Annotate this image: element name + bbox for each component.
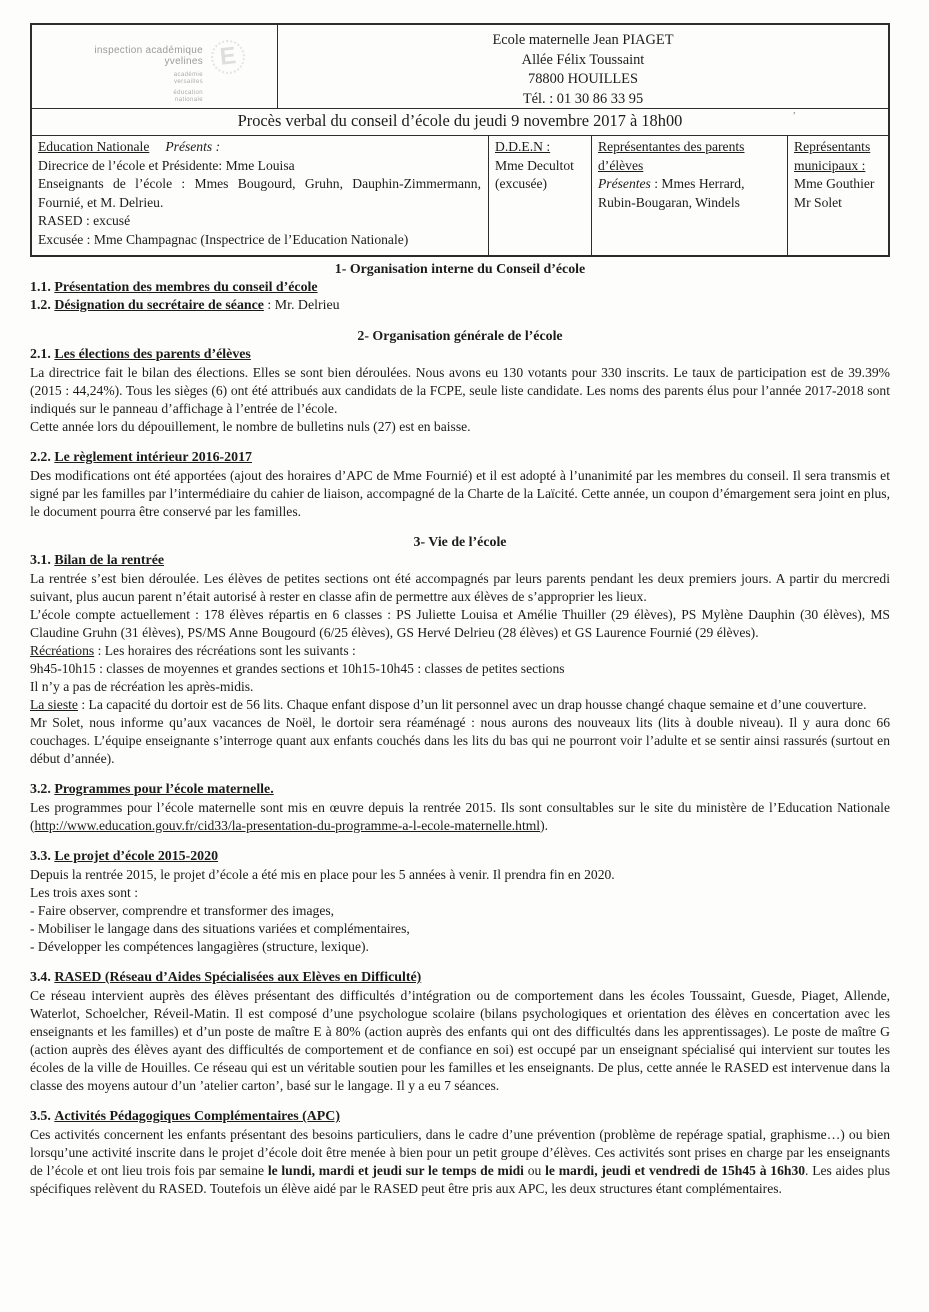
header-table [30, 23, 890, 109]
academy-logo-sub1 [94, 72, 203, 85]
municipaux-member-2: Mr Solet [794, 194, 842, 210]
attendee-directrice: Direcrice de l’école et Présidente: Mme Louisa [38, 157, 295, 173]
attendees-col-municipaux [788, 136, 888, 255]
dden-member: Mme Decultot (excusée) [495, 157, 574, 191]
section-2-title: 2- Organisation générale de l’école [357, 329, 563, 344]
education-nationale-label: Education Nationale [38, 139, 150, 154]
trois-axes-intro: Les trois axes sont : [30, 885, 138, 900]
school-name: Ecole maternelle Jean PIAGET [492, 32, 674, 48]
academy-sub-education: éducation [173, 90, 203, 96]
attendee-enseignants: Enseignants de l’école : Mmes Bougourd, Gruhn, Dauphin-Zimmermann, Fournié, et M. Delrieu. [38, 176, 481, 210]
programme-link[interactable]: http://www.education.gouv.fr/cid33/la-presentation-du-programme-a-l-ecole-maternelle.html [34, 818, 541, 833]
minutes-content [30, 261, 890, 1198]
elections-paragraph: La directrice fait le bilan des élections. Elles se sont bien déroulées. Nous avons eu 130 votants pour 330 inscrits. Le taux de participation est de 39.39% (2015 : 44,24%). Tous les sièges (6) ont été attribués aux candidats de la FCPE, seule liste candidate. Les noms des parents élus pour l’année 2017-2018 sont indiqués sur le panneau d’affichage à l’entrée de l’école. [30, 365, 890, 416]
attendees-col-dden [489, 136, 592, 255]
rased-paragraph: Ce réseau intervient auprès des élèves présentant des difficultés d’intégration ou de comportement dans les écoles Toussaint, Guesde, Piaget, Allende, Waterlot, Schoelcher, Réveil-Matin. Il est composé d’une psychologue scolaire (bilans psychologiques et orientation des élèves en concertation avec les enseignants et les familles) et d’un poste de maître E à 80% (action auprès des enfants qui ont des difficultés dans les apprentissages). Le poste de maître G (action auprès des élèves ayant des difficultés de comportement et de confiance en soi) est occupé par un enseignant spécialisé qui intervient sur toutes les écoles de la ville de Houilles. Ce réseau qui est un véritable soutien pour les familles et les enseignants. De plus, cette année le RASED est intervenue dans la classe des moyens autour d’un ’atelier carton’, basé sur le langage. Il y a eu 7 séances. [30, 988, 890, 1093]
axe-item-2: - Mobiliser le langage dans des situations variées et complémentaires, [30, 921, 410, 936]
school-info-cell [278, 25, 888, 108]
attendees-table [30, 136, 890, 257]
academy-sub-versailles: versailles [173, 78, 203, 85]
section-3-title: 3- Vie de l’école [413, 535, 507, 550]
academy-logo-line2: yvelines [164, 56, 203, 67]
secretary-name: : Mr. Delrieu [263, 298, 340, 313]
academy-seal-icon: E [209, 38, 246, 75]
parents-members [598, 175, 780, 212]
section-3-1-heading: 3.1. Bilan de la rentrée [30, 553, 165, 568]
parents-names: : Mmes Herrard, Rubin-Bougaran, Windels [598, 176, 745, 210]
dortoir-paragraph: Mr Solet, nous informe qu’aux vacances de Noël, le dortoir sera réaménagé : nous aurons des nouveaux lits (lits à double niveau). Il y aura donc 66 couchages. L’équipe enseignante s’interroge quant aux enfants couchés dans les lits du bas qui ne pourront voir l’adulte et se sentir ainsi rassurés (surtout en début d’année). [30, 715, 890, 766]
academy-sub-academie: académie [173, 72, 203, 78]
school-phone: Tél. : 01 30 86 33 95 [522, 90, 644, 107]
axe-item-3: - Développer les compétences langagières (structure, lexique). [30, 939, 369, 954]
attendees-col-education-nationale [32, 136, 489, 255]
section-3-3-heading: 3.3. Le projet d’école 2015-2020 [30, 849, 219, 864]
section-1-2-heading: 1.2. Désignation du secrétaire de séance : Mr. Delrieu [30, 298, 340, 313]
academy-logo-cell [32, 25, 278, 108]
horaires-recreations: 9h45-10h15 : classes de moyennes et grandes sections et 10h15-10h45 : classes de petites sections [30, 661, 565, 676]
section-1-title: 1- Organisation interne du Conseil d’école [334, 262, 586, 277]
academy-logo-line1: inspection académique [94, 45, 203, 56]
sieste-label: La sieste [30, 697, 78, 712]
section-2-2-heading: 2.2. Le règlement intérieur 2016-2017 [30, 450, 252, 465]
apc-paragraph: Ces activités concernent les enfants présentant des besoins particuliers, dans le cadre d’une prévention (problème de repérage spatial, graphisme…) ou bien lorsqu’une activité inscrite dans le projet d’école doit être menée à bien pour un petit groupe d’élèves. Ces activités sont prises en charge par les enseignants de l’école et ont lieu trois fois par semaine le lundi, mardi et jeudi sur le temps de midi ou le mardi, jeudi et vendredi de 15h45 à 16h30. Les aides plus spécifiques relèvent du RASED. Toutefois un élève aidé par le RASED peut être pris aux APC, les deux structures étant complémentaires. [30, 1127, 890, 1196]
school-postal-city: 78800 HOUILLES [528, 71, 638, 87]
dden-heading: D.D.E.N : [495, 139, 551, 154]
recreations-label: Récréations [30, 643, 95, 658]
school-address: Allée Félix Toussaint [521, 51, 645, 68]
rentree-paragraph: La rentrée s’est bien déroulée. Les élèves de petites sections ont été accompagnés par leurs parents pendant les deux premiers jours. A partir du mercredi suivant, plus aucun parent n’était autorisé à rester en classe afin de permettre aux élèves de s’approprier les lieux. [30, 571, 890, 604]
academy-logo-sub2 [94, 90, 203, 103]
scan-artifact: ’ [792, 110, 796, 122]
education-nationale-heading [38, 138, 481, 157]
programmes-paragraph: Les programmes pour l’école maternelle sont mis en œuvre depuis la rentrée 2015. Ils sont consultables sur le site du ministère de l’Education Nationale (http://www.education.gouv.fr/cid33/la-presentation-du-programme-a-l-ecole-maternelle.html). [30, 800, 890, 833]
presents-label: Présents : [165, 139, 221, 154]
section-2-1-heading: 2.1. Les élections des parents d’élèves [30, 347, 251, 362]
axe-item-1: - Faire observer, comprendre et transformer des images, [30, 903, 335, 918]
parents-heading: Représentantes des parents d’élèves [598, 139, 745, 173]
section-3-5-heading: 3.5. Activités Pédagogiques Complémentaires (APC) [30, 1109, 340, 1124]
section-3-4-heading: 3.4. RASED (Réseau d’Aides Spécialisées aux Elèves en Difficulté) [30, 970, 422, 985]
apc-schedule-soir: le mardi, jeudi et vendredi de 15h45 à 16h30 [545, 1163, 806, 1178]
attendees-col-parents [592, 136, 788, 255]
recreations-paragraph: Récréations : Les horaires des récréations sont les suivants : [30, 643, 356, 658]
document-title-bar [30, 109, 890, 136]
sieste-paragraph: La sieste : La capacité du dortoir est de 56 lits. Chaque enfant dispose d’un lit personnel avec un drap housse changé chaque semaine et d’une couverture. [30, 697, 867, 712]
academy-sub-nationale: nationale [175, 96, 203, 103]
municipaux-heading: Représentants municipaux : [794, 139, 871, 173]
effectifs-paragraph: L’école compte actuellement : 178 élèves répartis en 6 classes : PS Juliette Louisa et Amélie Thuiller (29 élèves), PS Mylène Dauphin (30 élèves), MS Claudine Gruhn (31 élèves), PS/MS Anne Bougourd (6/25 élèves), GS Hervé Delrieu (28 élèves) et GS Laurence Fournié (29 élèves). [30, 607, 890, 640]
presentes-label: Présentes [598, 176, 651, 191]
academy-logo-text [94, 45, 203, 103]
attendee-excusee: Excusée : Mme Champagnac (Inspectrice de l’Education Nationale) [38, 231, 409, 247]
section-1-1-heading: 1.1. Présentation des membres du conseil d’école [30, 280, 318, 295]
pas-recreation: Il n’y a pas de récréation les après-midis. [30, 679, 254, 694]
reglement-paragraph: Des modifications ont été apportées (ajout des horaires d’APC de Mme Fournié) et il est adopté à l’unanimité par les membres du conseil. Il sera transmis et signé par les familles par l’intermédiaire du cahier de liaison, accompagné de la Charte de la Laïcité. Cette année, un coupon d’émargement sera joint en plus, le document pourra être conservé par les familles. [30, 468, 890, 519]
apc-schedule-midi: le lundi, mardi et jeudi sur le temps de midi [267, 1163, 524, 1178]
bulletins-nuls-paragraph: Cette année lors du dépouillement, le nombre de bulletins nuls (27) est en baisse. [30, 419, 471, 434]
document-title: Procès verbal du conseil d’école du jeudi 9 novembre 2017 à 18h00 [237, 111, 683, 130]
attendee-rased: RASED : excusé [38, 213, 131, 228]
section-3-2-heading: 3.2. Programmes pour l’école maternelle. [30, 782, 274, 797]
municipaux-member-1: Mme Gouthier [794, 176, 875, 191]
projet-ecole-paragraph: Depuis la rentrée 2015, le projet d’école a été mis en place pour les 5 années à venir. Il prendra fin en 2020. [30, 867, 615, 882]
